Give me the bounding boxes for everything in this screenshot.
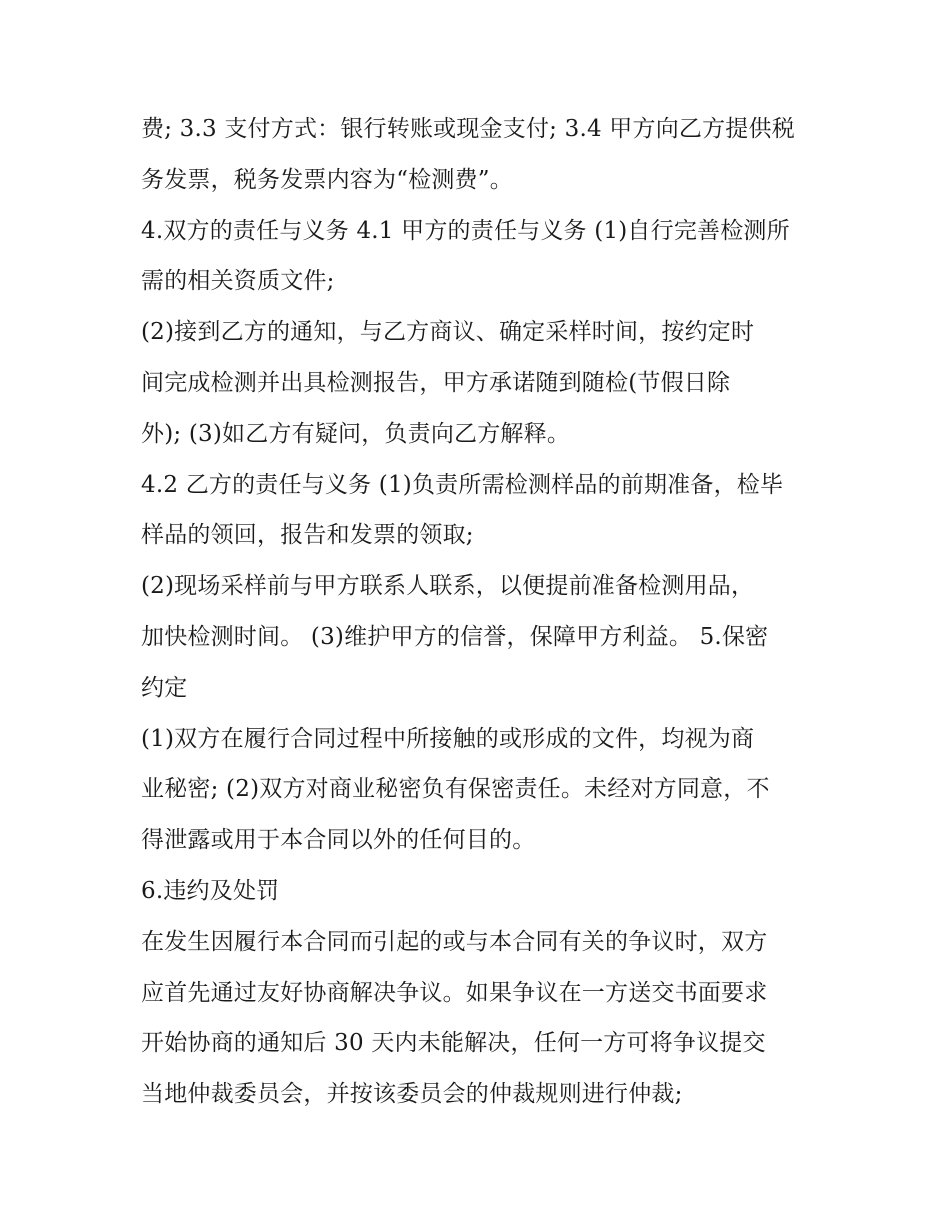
- text-line: 加快检测时间。 (3)维护甲方的信誉，保障甲方利益。 5.保密: [141, 623, 769, 650]
- text-line: 样品的领回，报告和发票的领取;: [141, 522, 474, 549]
- text-line: (2)现场采样前与甲方联系人联系，以便提前准备检测用品，: [141, 573, 755, 600]
- text-line: 当地仲裁委员会，并按该委员会的仲裁规则进行仲裁;: [141, 1081, 683, 1108]
- text-line: 开始协商的通知后 30 天内未能解决，任何一方可将争议提交: [141, 1030, 766, 1057]
- document-body: [141, 104, 821, 1120]
- text-line: 应首先通过友好协商解决争议。如果争议在一方送交书面要求: [141, 979, 768, 1006]
- text-line: 间完成检测并出具检测报告，甲方承诺随到随检(节假日除: [141, 369, 731, 396]
- text-line: 外); (3)如乙方有疑问，负责向乙方解释。: [141, 420, 571, 447]
- section-heading-line: 4.2 乙方的责任与义务 (1)负责所需检测样品的前期准备，检毕: [141, 471, 784, 498]
- text-line: 约定: [141, 674, 188, 701]
- section-heading-line: 4.双方的责任与义务 4.1 甲方的责任与义务 (1)自行完善检测所: [141, 217, 790, 244]
- text-line: 得泄露或用于本合同以外的任何目的。: [141, 827, 536, 854]
- text-line: 在发生因履行本合同而引起的或与本合同有关的争议时，双方: [141, 928, 768, 955]
- section-heading-line: 6.违约及处罚: [141, 877, 280, 904]
- text-line: 业秘密; (2)双方对商业秘密负有保密责任。未经对方同意，不: [141, 776, 770, 803]
- text-line: 需的相关资质文件;: [141, 268, 335, 295]
- text-line: 费; 3.3 支付方式：银行转账或现金支付; 3.4 甲方向乙方提供税: [141, 116, 795, 142]
- text-line: (1)双方在履行合同过程中所接触的或形成的文件，均视为商: [141, 725, 755, 752]
- text-line: 务发票，税务发票内容为“检测费”。: [141, 166, 513, 193]
- text-line: (2)接到乙方的通知，与乙方商议、确定采样时间，按约定时: [141, 319, 755, 346]
